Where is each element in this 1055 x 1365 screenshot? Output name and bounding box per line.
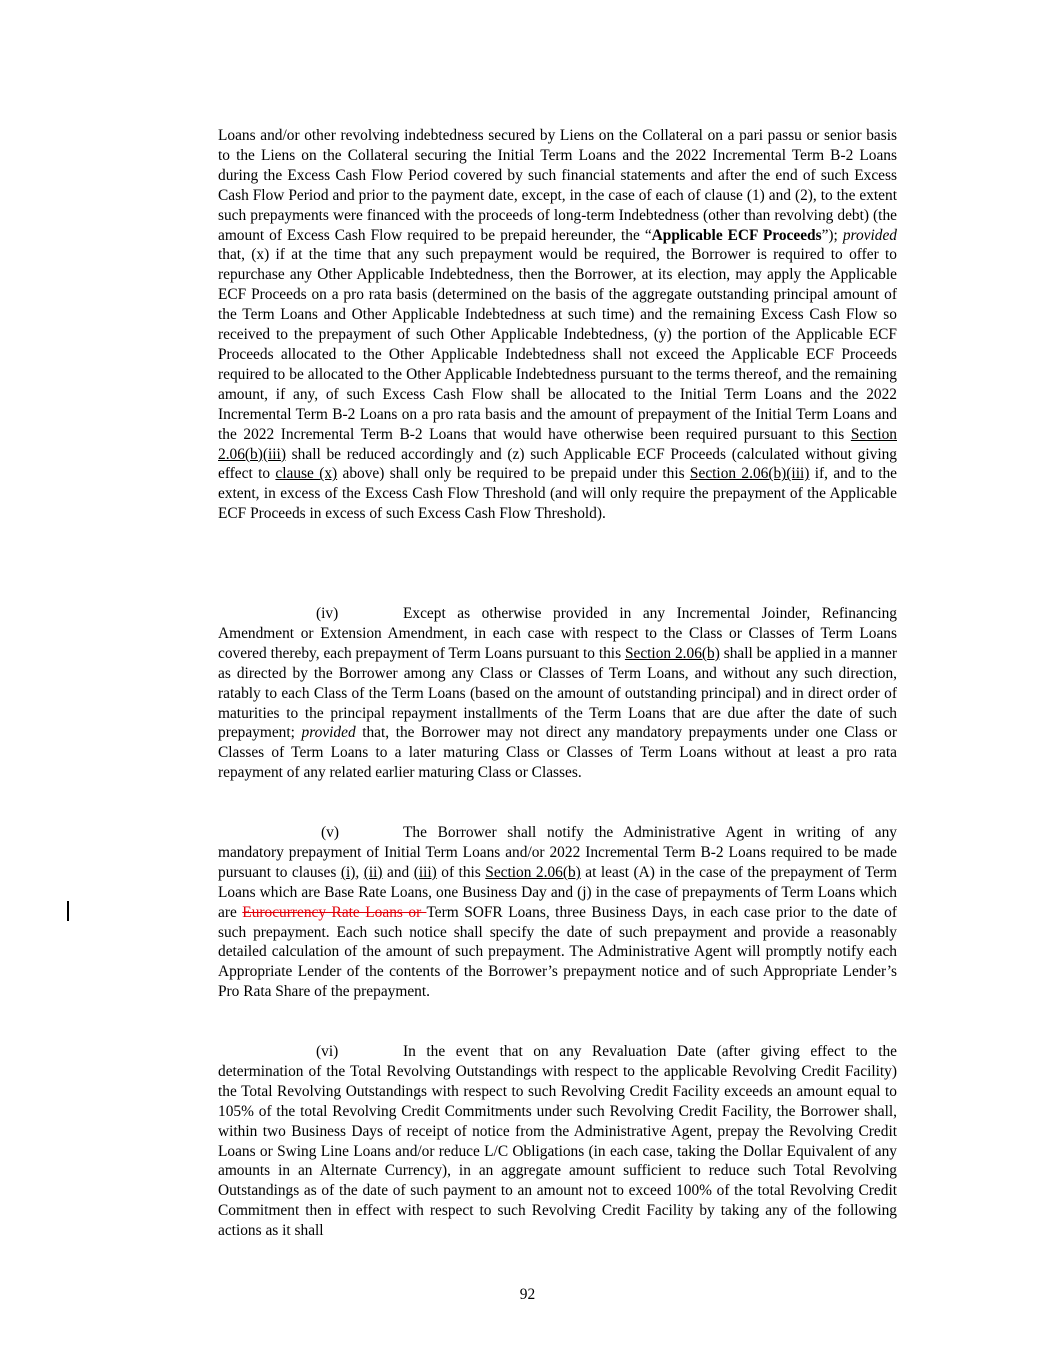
clause-reference: clause (x) <box>275 465 338 483</box>
revision-change-bar <box>67 901 69 921</box>
italic-term: provided <box>301 724 356 742</box>
text-run: Loans and/or other revolving indebtedness secured by Liens on the Collateral on a pari passu or senior basis to the Liens on the Collateral securing the Initial Term Loans and the 2022 Incremental Term B-2 Loans during the Excess Cash Flow Period covered by such financial statements and after the end of such Excess Cash Flow Period and prior to the payment date, except, in the case of each of clause (1) and (2), to the extent such prepayments were financed with the proceeds of long-term Indebtedness (other than revolving debt) (the amount of Excess Cash Flow required to be prepaid hereunder, the “ <box>218 127 897 244</box>
text-run: that, (x) if at the time that any such prepayment would be required, the Borrower is required to offer to repurchase any Other Applicable Indebtedness, then the Borrower, at its election, may apply the Applicable ECF Proceeds on a pro rata basis (determined on the basis of the aggregate outstanding principal amount of the Term Loans and Other Applicable Indebtedness at such time) and the remaining Excess Cash Flow so received to the prepayment of such Other Applicable Indebtedness, (y) the portion of the Applicable ECF Proceeds allocated to the Other Applicable Indebtedness shall not exceed the Applicable ECF Proceeds required to be allocated to the Other Applicable Indebtedness pursuant to the terms thereof, and the remaining amount, if any, of such Excess Cash Flow shall be allocated to the Initial Term Loans and the 2022 Incremental Term B-2 Loans on a pro rata basis and the amount of prepayment of the Initial Term Loans and the 2022 Incremental Term B-2 Loans that would have otherwise been required pursuant to this <box>218 246 897 443</box>
clause-number: (vi) <box>316 1043 339 1060</box>
defined-term: Applicable ECF Proceeds <box>651 226 822 244</box>
section-reference: Section 2.06(b)(iii) <box>218 425 897 463</box>
paragraph-v <box>218 823 897 1002</box>
section-reference: Section 2.06(b)(iii) <box>689 465 810 483</box>
section-reference: Section 2.06(b) <box>485 863 581 881</box>
paragraph-iv <box>218 604 897 783</box>
text-run: , <box>355 863 364 881</box>
paragraph-continuation <box>218 126 897 524</box>
clause-reference: (ii) <box>363 863 383 881</box>
page-number: 92 <box>519 1286 536 1303</box>
text-run: shall be applied in a manner as directed by the Borrower among any Class or Classes of Term Loans, and without any such direction, ratably to each Class of the Term Loans (based on the amount of outstanding principal) and in direct order of maturities to the principal repayment installments of the Term Loans that are due after the date of such prepayment; <box>218 644 897 742</box>
section-reference: Section 2.06(b) <box>624 644 720 662</box>
deleted-text: Eurocurrency Rate Loans or <box>242 903 427 921</box>
text-run: ”); <box>821 226 843 244</box>
paragraph-vi <box>218 1042 897 1241</box>
text-run: Term SOFR Loans, three Business Days, in each case prior to the date of such prepayment. Each such notice shall specify the date of such prepayment and provide a reasonably detailed calculation of the amount of such prepayment. The Administrative Agent will promptly notify each Appropriate Lender of the contents of the Borrower’s prepayment notice and of such Appropriate Lender’s Pro Rata Share of the prepayment. <box>218 903 897 1001</box>
clause-reference: (i) <box>340 863 356 881</box>
clause-reference: (iii) <box>413 863 437 881</box>
text-run: if, and to the extent, in excess of the Excess Cash Flow Threshold (and will only require the prepayment of the Applicable ECF Proceeds in excess of such Excess Cash Flow Threshold). <box>218 465 897 523</box>
text-run: Except as otherwise provided in any Incremental Joinder, Refinancing Amendment or Extension Amendment, in each case with respect to the Class or Classes of Term Loans covered thereby, each prepayment of Term Loans pursuant to this <box>218 605 897 662</box>
clause-number: (v) <box>321 824 339 841</box>
text-run: above) shall only be required to be prepaid under this <box>337 465 690 483</box>
text-run: shall be reduced accordingly and (z) such Applicable ECF Proceeds (calculated without giving effect to <box>218 445 897 483</box>
text-run: at least (A) in the case of the prepayment of Term Loans which are Base Rate Loans, one Business Day and (j) in the case of prepayments of Term Loans which are <box>218 863 897 921</box>
clause-number: (iv) <box>316 605 339 622</box>
text-run: and <box>382 863 414 881</box>
text-run: The Borrower shall notify the Administrative Agent in writing of any mandatory prepayment of Initial Term Loans and/or 2022 Incremental Term B-2 Loans required to be made pursuant to clauses <box>218 824 897 881</box>
italic-term: provided <box>842 226 897 244</box>
text-run: In the event that on any Revaluation Date (after giving effect to the determination of the Total Revolving Outstandings with respect to the applicable Revolving Credit Facility) the Total Revolving Outstandings with respect to such Revolving Credit Facility exceeds an amount equal to 105% of the total Revolving Credit Commitments under such Revolving Credit Facility, the Borrower shall, within two Business Days of receipt of notice from the Administrative Agent, prepay the Revolving Credit Loans or Swing Line Loans and/or reduce L/C Obligations (in each case, taking the Dollar Equivalent of any amounts in an Alternate Currency), in an aggregate amount sufficient to reduce such Total Revolving Outstandings as of the date of such payment to an amount not to exceed 100% of the total Revolving Credit Commitment then in effect with respect to such Revolving Credit Facility by taking any of the following actions as it shall <box>218 1043 897 1240</box>
text-run: that, the Borrower may not direct any mandatory prepayments under one Class or Classes of Term Loans to a later maturing Class or Classes of Term Loans without at least a pro rata repayment of any related earlier maturing Class or Classes. <box>218 724 897 782</box>
text-run: of this <box>436 863 486 881</box>
